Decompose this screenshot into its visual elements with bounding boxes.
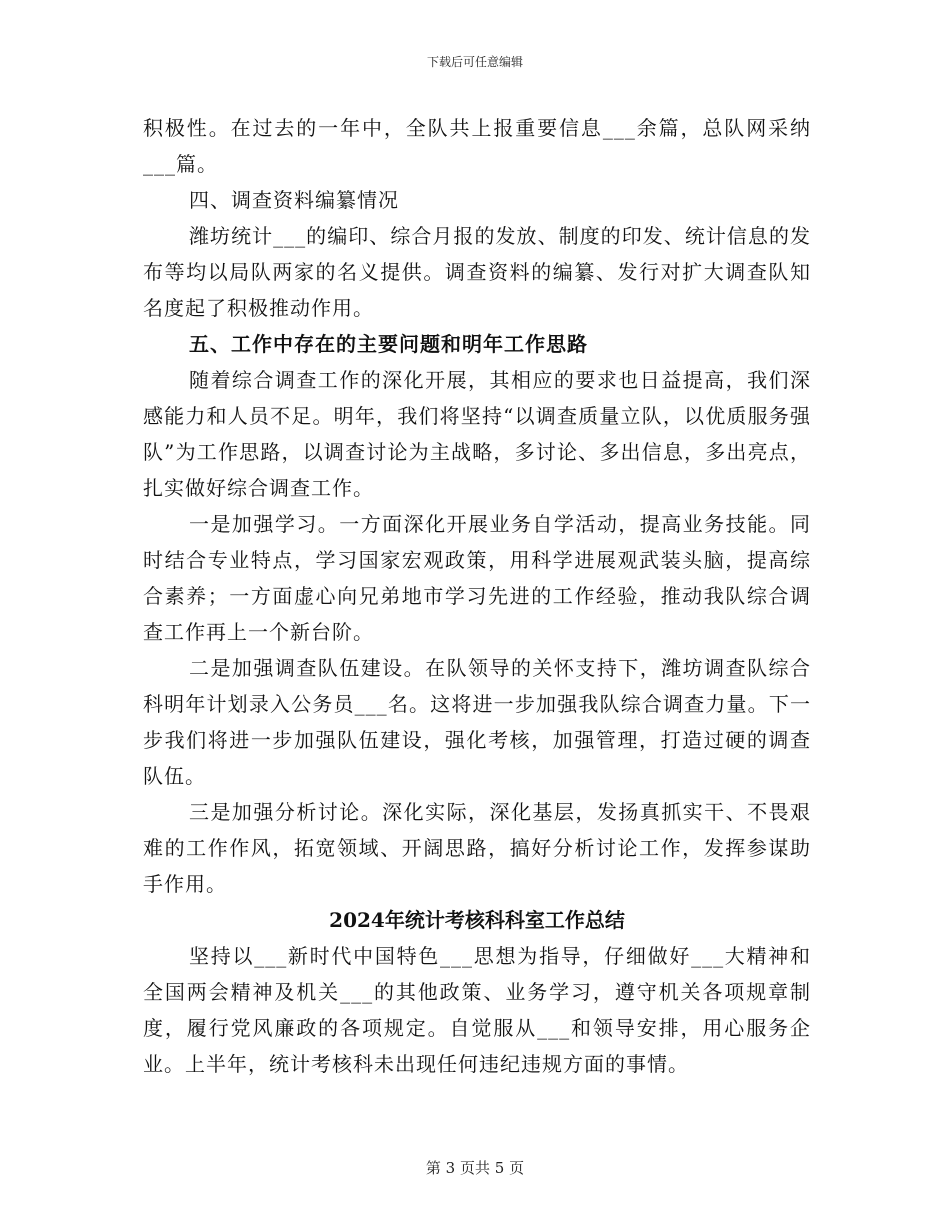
page-footer: 第 3 页共 5 页 [425, 1159, 525, 1177]
paragraph: 随着综合调查工作的深化开展，其相应的要求也日益提高，我们深感能力和人员不足。明年，我们将坚持“以调查质量立队，以优质服务强队”为工作思路，以调查讨论为主战略，多讨论、多出信息，多出亮点，扎实做好综合调查工作。 [143, 368, 811, 500]
paragraph: 一是加强学习。一方面深化开展业务自学活动，提高业务技能。同时结合专业特点，学习国家宏观政策，用科学进展观武装头脑，提高综合素养；一方面虚心向兄弟地市学习先进的工作经验，推动我队综合调查工作再上一个新台阶。 [143, 512, 811, 644]
document-title: 2024年统计考核科科室工作总结 [329, 908, 625, 932]
paragraph: 坚持以___新时代中国特色___思想为指导，仔细做好___大精神和全国两会精神及机关___的其他政策、业务学习，遵守机关各项规章制度，履行党风廉政的各项规定。自觉服从___和领导安排，用心服务企业。上半年，统计考核科未出现任何违纪违规方面的事情。 [143, 944, 811, 1076]
document-body [143, 110, 811, 1082]
paragraph-continuation: 积极性。在过去的一年中，全队共上报重要信息___余篇，总队网采纳___篇。 [143, 116, 811, 176]
paragraph: 二是加强调查队伍建设。在队领导的关怀支持下，潍坊调查队综合科明年计划录入公务员___名。这将进一步加强我队综合调查力量。下一步我们将进一步加强队伍建设，强化考核，加强管理，打造过硬的调查队伍。 [143, 656, 811, 788]
page-header: 下载后可任意编辑 [426, 55, 523, 69]
paragraph: 潍坊统计___的编印、综合月报的发放、制度的印发、统计信息的发布等均以局队两家的名义提供。调查资料的编纂、发行对扩大调查队知名度起了积极推动作用。 [143, 224, 811, 320]
paragraph: 三是加强分析讨论。深化实际，深化基层，发扬真抓实干、不畏艰难的工作作风，拓宽领域、开阔思路，搞好分析讨论工作，发挥参谋助手作用。 [143, 800, 811, 896]
section-heading-5: 五、工作中存在的主要问题和明年工作思路 [189, 332, 588, 356]
section-heading-4: 四、调查资料编纂情况 [189, 188, 399, 212]
